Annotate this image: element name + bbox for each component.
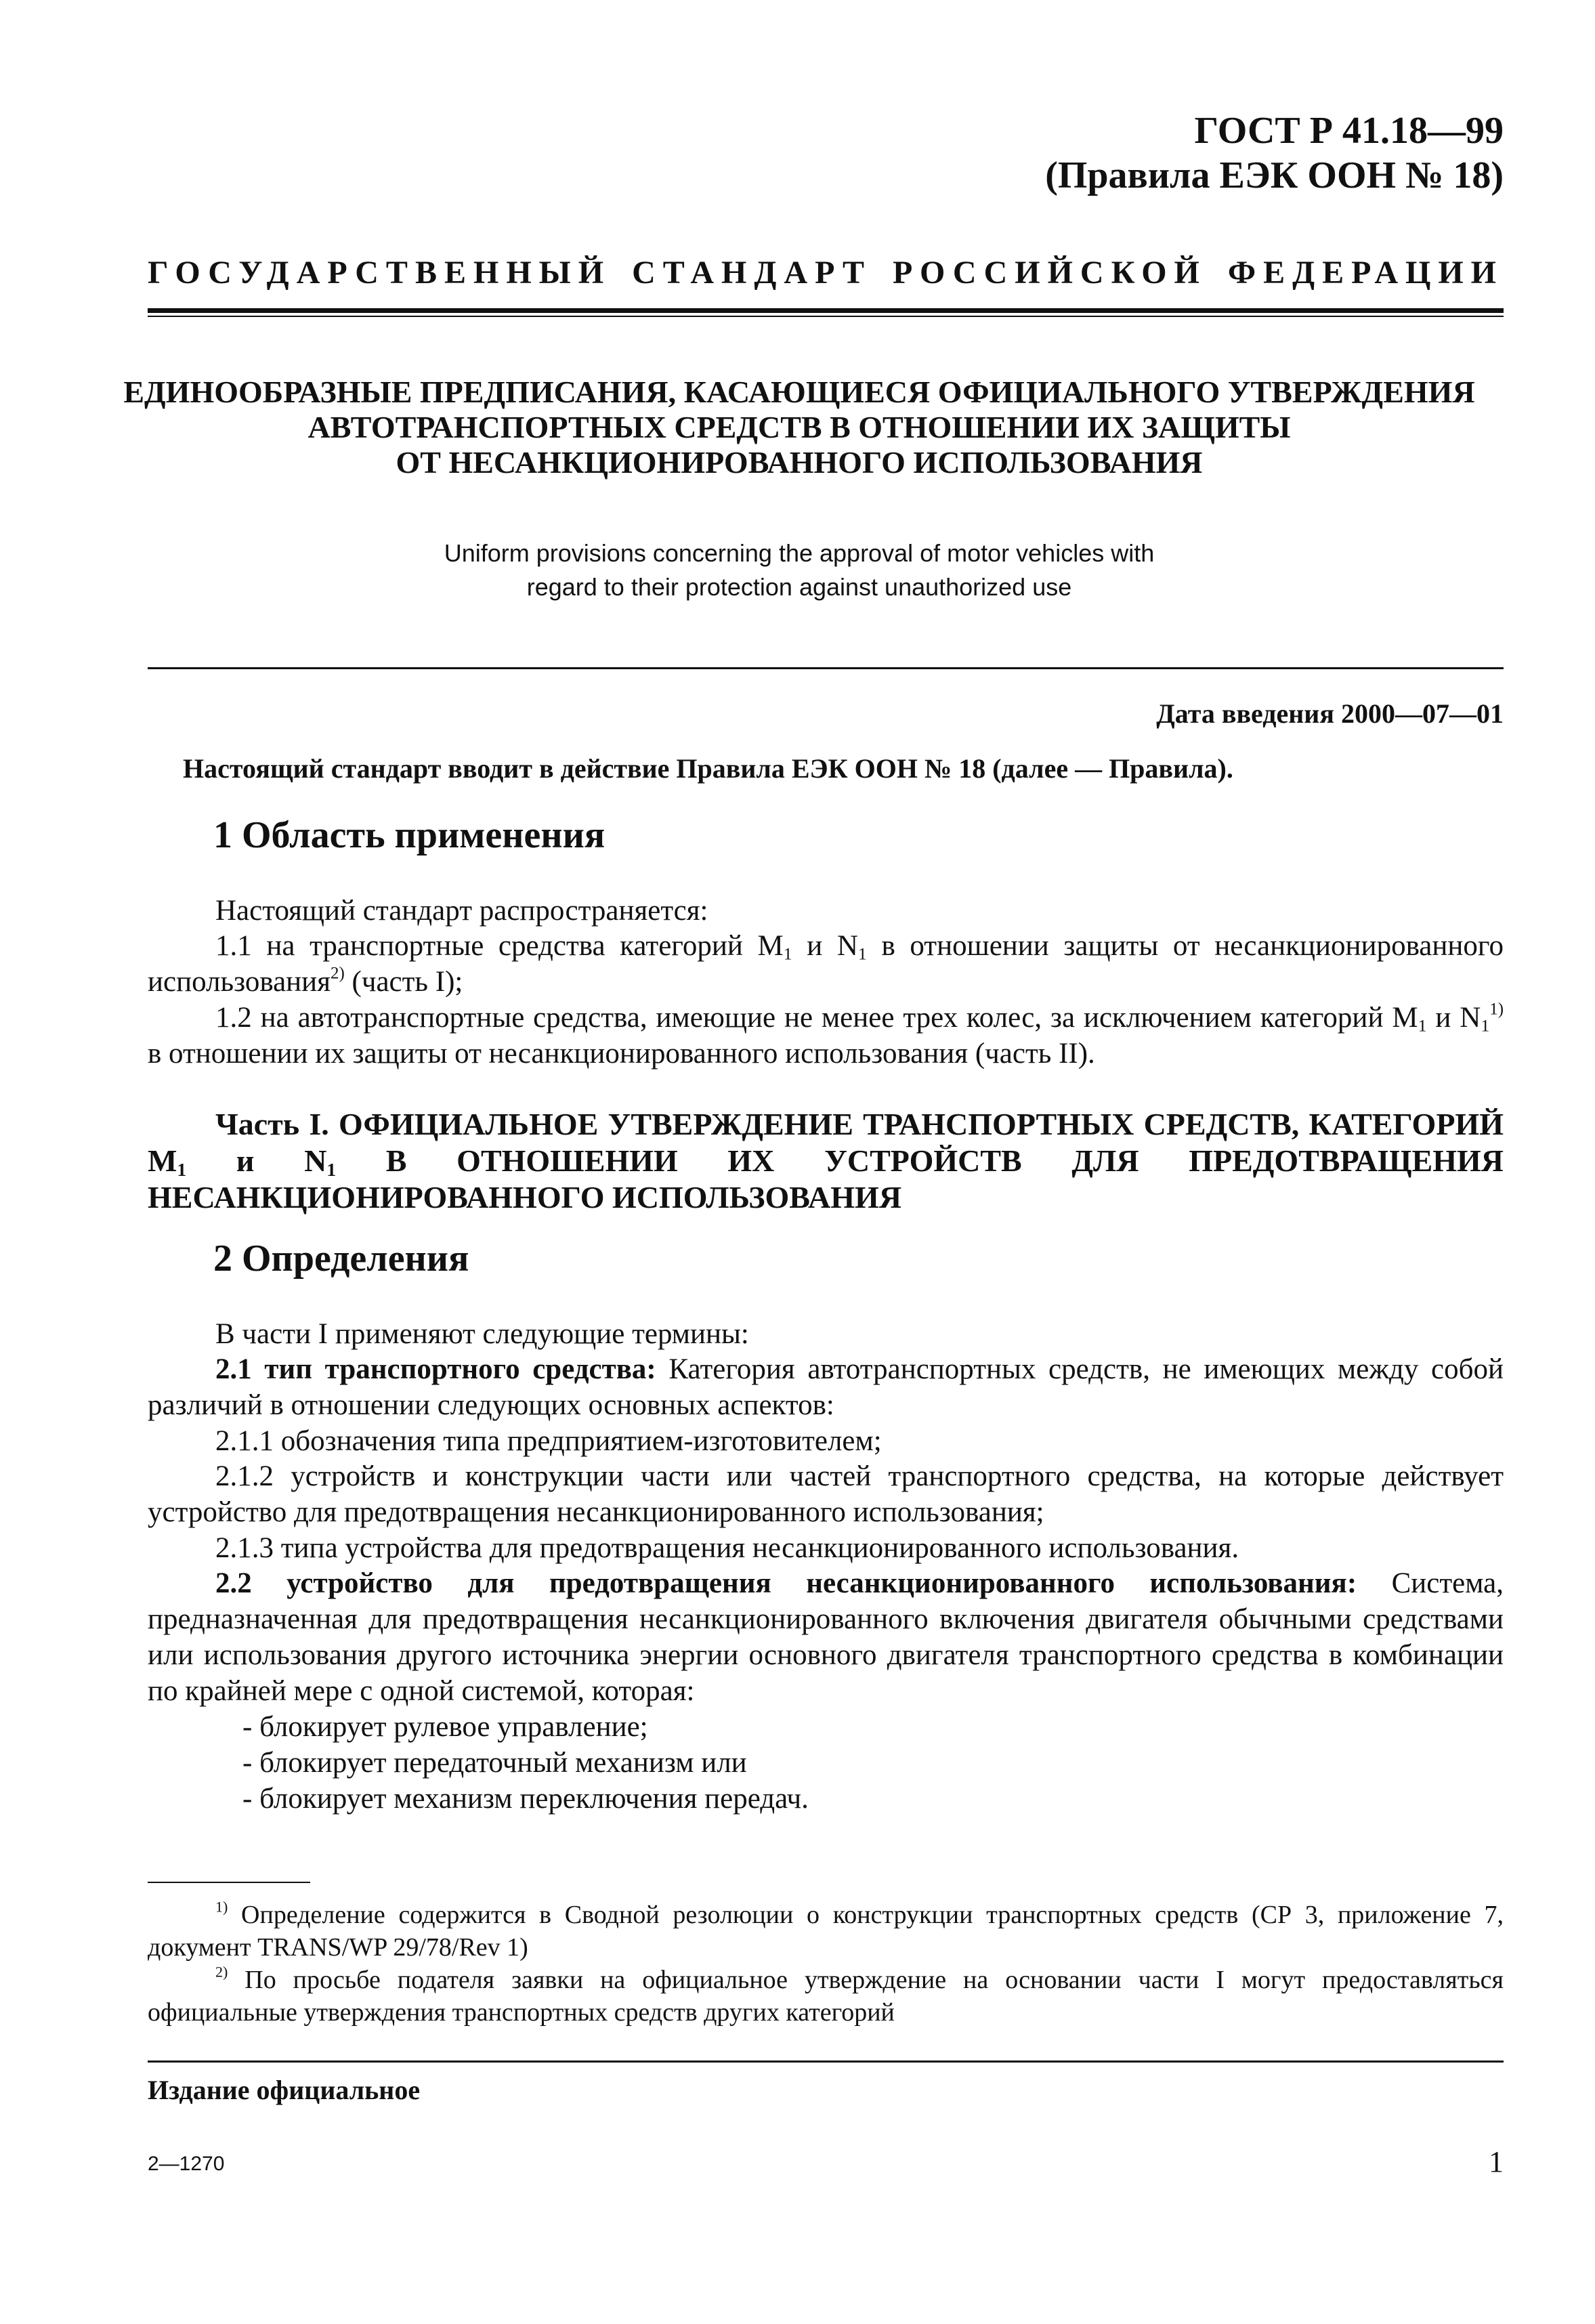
- clause-text: и N: [1426, 1002, 1481, 1034]
- definition-2-1: [148, 1351, 1504, 1423]
- definition-text: Система, предназначенная для предотвращения несанкционированного включения двигателя обычными средствами или использования другого источника энергии основного двигателя транспортного средства в комбинации по крайней мере с одной системой, которая:: [148, 1567, 1504, 1707]
- section-2-heading: 2 Определения: [213, 1238, 469, 1280]
- subscript: 1: [783, 944, 792, 964]
- document-rules-reference: (Правила ЕЭК ООН № 18): [1045, 154, 1504, 196]
- footnote-text: Определение содержится в Сводной резолюции о конструкции транспортных средств (СР 3, приложение 7, документ TRANS/WP 29/78/Rev 1): [148, 1901, 1504, 1962]
- clause-text: в отношении защиты от несанкционированного использования: [148, 930, 1504, 998]
- footnote-separator: [148, 1882, 310, 1883]
- definition-bullet-list: [242, 1709, 1462, 1817]
- print-code: 2—1270: [148, 2153, 225, 2175]
- title-russian-line: АВТОТРАНСПОРТНЫХ СРЕДСТВ В ОТНОШЕНИИ ИХ ЗАЩИТЫ: [307, 410, 1291, 444]
- footnote-2: [148, 1964, 1504, 2029]
- clause-text: 1.1 на транспортные средства категорий M: [215, 930, 784, 962]
- clause-text: (часть I);: [344, 966, 463, 998]
- title-english-line: Uniform provisions concerning the approval of motor vehicles with: [444, 539, 1155, 567]
- title-english-line: regard to their protection against unauthorized use: [526, 573, 1072, 601]
- clause-text: в отношении их защиты от несанкционированного использования (часть II).: [148, 1038, 1095, 1070]
- part-1-heading: [148, 1106, 1504, 1216]
- title-russian-line: ЕДИНООБРАЗНЫЕ ПРЕДПИСАНИЯ, КАСАЮЩИЕСЯ ОФИЦИАЛЬНОГО УТВЕРЖДЕНИЯ: [123, 375, 1475, 409]
- title-russian: [122, 375, 1476, 480]
- definition-2-1-2: 2.1.2 устройств и конструкции части или частей транспортного средства, на которые действует устройство для предотвращения несанкционированного использования;: [148, 1460, 1504, 1528]
- title-english: [122, 536, 1476, 604]
- footnote-reference: 1): [1489, 1000, 1504, 1019]
- part-heading-text: и N: [186, 1143, 327, 1178]
- introduction-date: Дата введения 2000—07—01: [1156, 698, 1504, 729]
- clause-1-1: [148, 928, 1504, 1000]
- subscript: 1: [1418, 1015, 1427, 1036]
- footnote-reference: 2): [330, 964, 345, 983]
- definition-term: 2.1 тип транспортного средства:: [215, 1353, 656, 1385]
- scope-intro: Настоящий стандарт распространяется:: [215, 895, 708, 927]
- clause-text: и N: [792, 930, 858, 962]
- subscript: 1: [177, 1158, 187, 1180]
- part-heading-text: Часть I. ОФИЦИАЛЬНОЕ УТВЕРЖДЕНИЕ ТРАНСПОРТНЫХ СРЕДСТВ, КАТЕГОРИЙ M: [148, 1107, 1504, 1178]
- definition-text: Категория автотранспортных средств, не имеющих между собой различий в отношении следующих основных аспектов:: [148, 1353, 1504, 1421]
- footnote-1: [148, 1899, 1504, 1964]
- introduction-statement: Настоящий стандарт вводит в действие Правила ЕЭК ООН № 18 (далее — Правила).: [183, 753, 1233, 784]
- header-rule-thin: [148, 316, 1504, 317]
- clause-1-2: [148, 1000, 1504, 1072]
- footer-rule: [148, 2061, 1504, 2063]
- page-number: 1: [1489, 2145, 1504, 2178]
- list-item: - блокирует рулевое управление;: [242, 1711, 648, 1743]
- list-item: - блокирует механизм переключения передач.: [242, 1783, 809, 1815]
- header-rule-thick: [148, 308, 1504, 313]
- footnote-text: По просьбе подателя заявки на официальное утверждение на основании части I могут предоставляться официальные утверждения транспортных средств других категорий: [148, 1966, 1504, 2027]
- footnote-mark: 2): [215, 1963, 228, 1981]
- list-item: - блокирует передаточный механизм или: [242, 1747, 747, 1779]
- document-number: ГОСТ Р 41.18—99: [1194, 110, 1504, 152]
- title-russian-line: ОТ НЕСАНКЦИОНИРОВАННОГО ИСПОЛЬЗОВАНИЯ: [396, 445, 1203, 480]
- definitions-intro: В части I применяют следующие термины:: [215, 1318, 749, 1350]
- definition-2-1-1: 2.1.1 обозначения типа предприятием-изготовителем;: [215, 1425, 882, 1457]
- document-number-block: [813, 108, 1504, 198]
- subscript: 1: [326, 1158, 337, 1180]
- part-heading-text: В ОТНОШЕНИИ ИХ УСТРОЙСТВ ДЛЯ ПРЕДОТВРАЩЕНИЯ НЕСАНКЦИОНИРОВАННОГО ИСПОЛЬЗОВАНИЯ: [148, 1143, 1504, 1214]
- official-edition-label: Издание официальное: [148, 2075, 421, 2105]
- state-standard-heading: ГОСУДАРСТВЕННЫЙ СТАНДАРТ РОССИЙСКОЙ ФЕДЕРАЦИИ: [148, 255, 1504, 291]
- definition-2-2: [148, 1565, 1504, 1709]
- subscript: 1: [1481, 1015, 1490, 1036]
- section-1-heading: 1 Область применения: [213, 814, 605, 856]
- footnote-mark: 1): [215, 1898, 228, 1916]
- title-rule: [148, 667, 1504, 669]
- definition-term: 2.2 устройство для предотвращения несанкционированного использования:: [215, 1567, 1357, 1599]
- definition-2-1-3: 2.1.3 типа устройства для предотвращения несанкционированного использования.: [215, 1532, 1239, 1564]
- subscript: 1: [857, 944, 867, 964]
- clause-text: 1.2 на автотранспортные средства, имеющие не менее трех колес, за исключением категорий M: [215, 1002, 1418, 1034]
